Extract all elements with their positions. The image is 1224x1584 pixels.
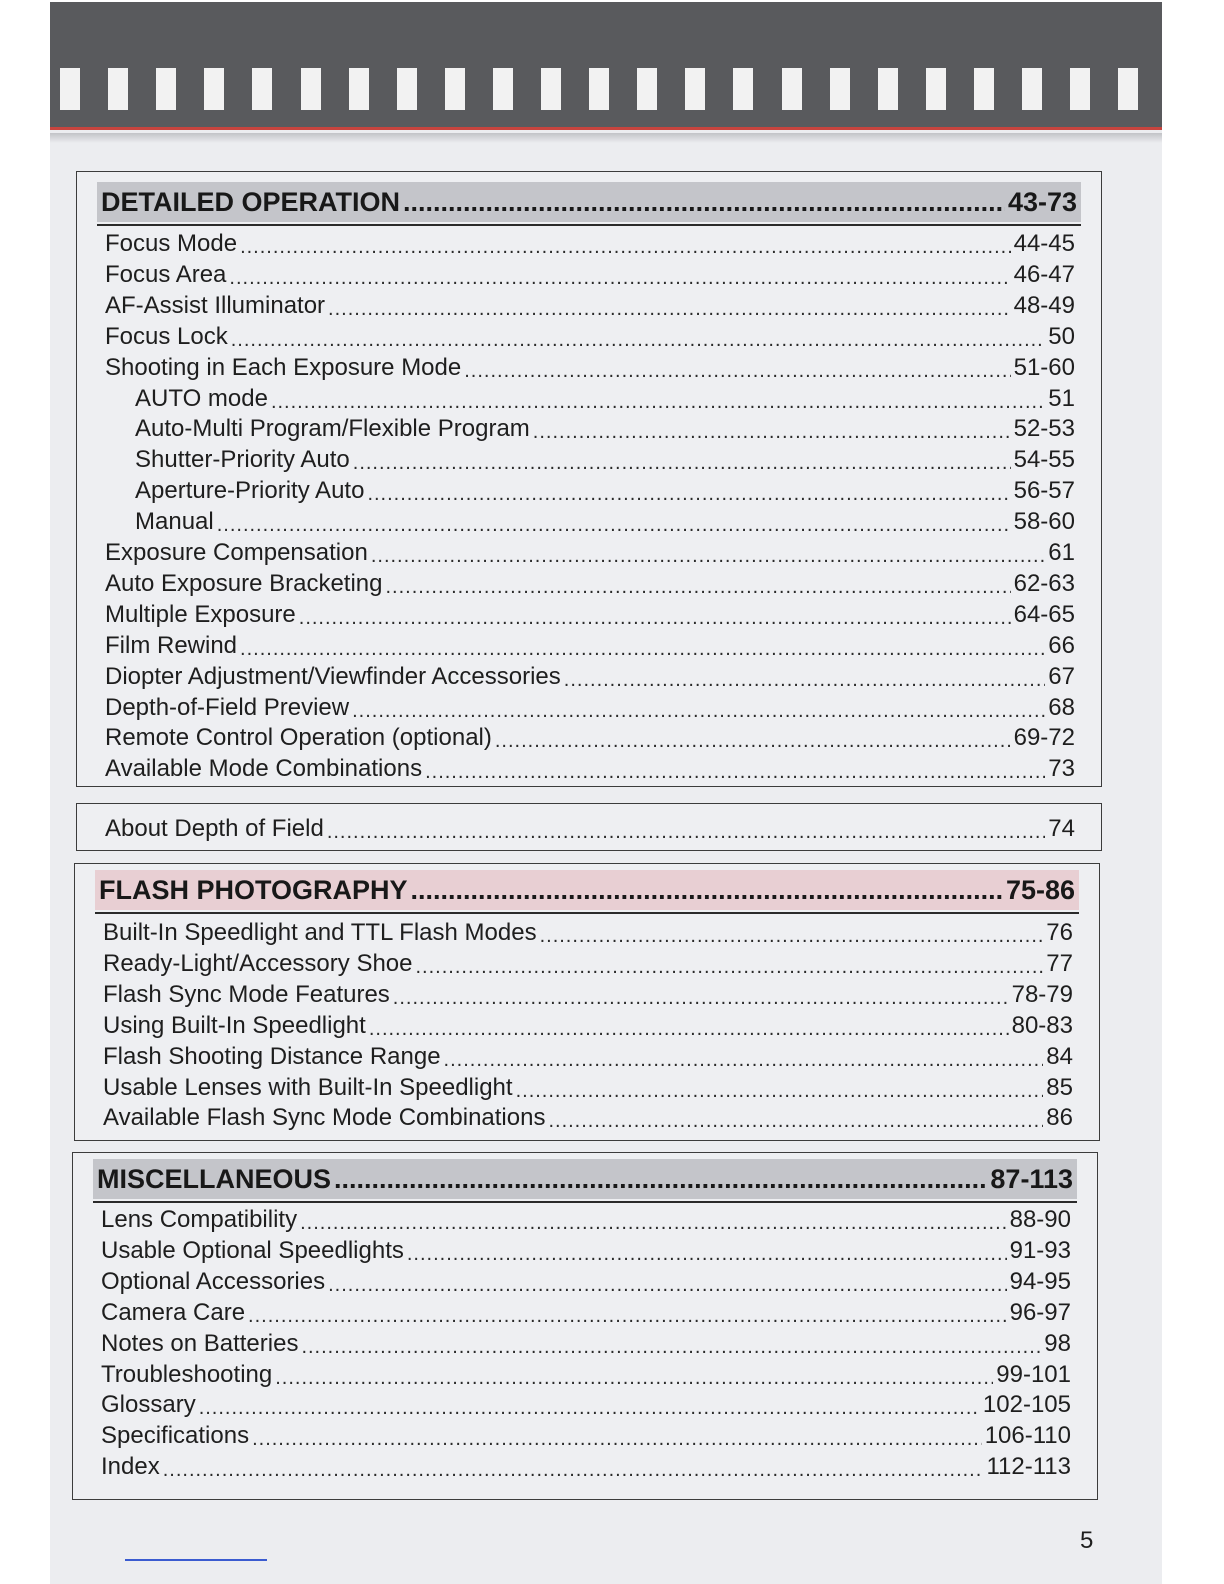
toc-entry[interactable] — [101, 1358, 1071, 1389]
entry-pages: 78-79 — [1011, 980, 1073, 1008]
toc-entry[interactable] — [105, 536, 1075, 567]
toc-entry[interactable] — [135, 474, 1075, 505]
leader-dots — [516, 1080, 1044, 1102]
leader-dots — [240, 638, 1045, 660]
toc-entry[interactable] — [103, 947, 1073, 978]
perforation-hole — [60, 68, 80, 110]
section-pages: 75-86 — [1005, 874, 1075, 905]
entry-label: Using Built-In Speedlight — [103, 1011, 366, 1039]
leader-dots — [425, 761, 1045, 783]
entry-pages: 99-101 — [996, 1360, 1071, 1388]
entry-label: Lens Compatibility — [101, 1206, 298, 1233]
leader-dots — [299, 607, 1011, 629]
toc-entry[interactable] — [103, 978, 1073, 1009]
perforation-hole — [830, 68, 850, 110]
leader-dots — [252, 1428, 982, 1450]
entry-pages: 77 — [1046, 949, 1073, 977]
perforation-hole — [637, 68, 657, 110]
entry-label: Ready-Light/Accessory Shoe — [103, 949, 413, 977]
toc-entry[interactable] — [101, 1450, 1071, 1481]
miscellaneous-box — [72, 1152, 1098, 1500]
leader-dots — [407, 1243, 1007, 1265]
leader-dots — [416, 956, 1044, 978]
filmstrip-header — [50, 2, 1162, 130]
entry-pages: 54-55 — [1013, 446, 1075, 474]
entry-pages: 73 — [1048, 755, 1075, 783]
entry-label: Usable Optional Speedlights — [101, 1236, 404, 1264]
header-shadow — [50, 133, 1162, 143]
blue-underline-mark — [125, 1559, 267, 1561]
perforation-hole — [1022, 68, 1042, 110]
leader-dots — [386, 576, 1011, 598]
detailed-operation-box — [76, 171, 1102, 787]
toc-entry[interactable] — [105, 227, 1075, 258]
perforation-hole — [252, 68, 272, 110]
leader-dots — [163, 1459, 984, 1481]
toc-entry[interactable] — [135, 412, 1075, 443]
filmstrip-perforations — [60, 68, 1160, 110]
leader-dots — [403, 187, 1005, 218]
entry-pages: 64-65 — [1013, 600, 1075, 628]
entry-pages: 96-97 — [1009, 1298, 1071, 1326]
entry-label: Manual — [135, 508, 214, 536]
toc-entry[interactable] — [105, 289, 1075, 320]
leader-dots — [369, 1018, 1009, 1040]
entry-pages: 112-113 — [986, 1453, 1071, 1481]
perforation-hole — [733, 68, 753, 110]
perforation-hole — [1070, 68, 1090, 110]
entry-label: Available Mode Combinations — [105, 755, 423, 783]
toc-entry[interactable] — [105, 752, 1075, 783]
leader-dots — [231, 329, 1046, 351]
entry-label: Shutter-Priority Auto — [135, 446, 350, 474]
entry-pages: 91-93 — [1009, 1236, 1071, 1264]
section-pages: 43-73 — [1007, 186, 1077, 217]
perforation-hole — [349, 68, 369, 110]
manual-page — [50, 2, 1162, 1584]
entry-pages: 68 — [1048, 693, 1075, 721]
toc-entry[interactable] — [105, 629, 1075, 660]
entry-pages: 85 — [1046, 1073, 1073, 1101]
section-title: DETAILED OPERATION — [101, 186, 401, 217]
entry-pages: 84 — [1046, 1042, 1073, 1070]
perforation-hole — [204, 68, 224, 110]
entry-label: Focus Mode — [105, 230, 238, 257]
leader-dots — [393, 987, 1009, 1009]
entry-pages: 48-49 — [1013, 291, 1075, 319]
toc-entry[interactable] — [135, 382, 1075, 413]
toc-entry[interactable] — [101, 1234, 1071, 1265]
entry-label: Focus Area — [105, 260, 227, 288]
leader-dots — [328, 298, 1011, 320]
entry-pages: 67 — [1048, 662, 1075, 690]
toc-entry[interactable] — [105, 320, 1075, 351]
leader-dots — [367, 483, 1010, 505]
leader-dots — [301, 1336, 1041, 1358]
miscellaneous-heading — [93, 1159, 1077, 1199]
toc-entry[interactable] — [105, 567, 1075, 598]
entry-label: Glossary — [101, 1391, 196, 1419]
entry-label: Auto-Multi Program/Flexible Program — [135, 415, 530, 443]
perforation-hole — [589, 68, 609, 110]
entry-label: Usable Lenses with Built-In Speedlight — [103, 1073, 513, 1101]
toc-entry[interactable] — [105, 660, 1075, 691]
leader-dots — [353, 452, 1011, 474]
detailed-operation-heading — [97, 182, 1081, 222]
toc-entry[interactable] — [101, 1327, 1071, 1358]
toc-entry[interactable] — [105, 351, 1075, 382]
leader-dots — [352, 700, 1045, 722]
leader-dots — [327, 821, 1045, 843]
entry-label: Built-In Speedlight and TTL Flash Modes — [103, 919, 537, 946]
toc-entry[interactable] — [105, 721, 1075, 752]
entry-pages: 52-53 — [1013, 415, 1075, 443]
entry-pages: 102-105 — [982, 1391, 1071, 1419]
leader-dots — [199, 1397, 980, 1419]
toc-entry[interactable] — [101, 1388, 1071, 1419]
entry-pages: 69-72 — [1013, 724, 1075, 752]
entry-pages: 94-95 — [1009, 1267, 1071, 1295]
entry-label: AF-Assist Illuminator — [105, 291, 326, 319]
section-title: FLASH PHOTOGRAPHY — [99, 874, 408, 905]
perforation-hole — [685, 68, 705, 110]
flash-photography-heading — [95, 870, 1079, 910]
toc-entry[interactable] — [103, 1071, 1073, 1102]
entry-pages: 66 — [1048, 631, 1075, 659]
entry-label: Exposure Compensation — [105, 539, 368, 566]
entry-pages: 44-45 — [1013, 230, 1075, 257]
perforation-hole — [397, 68, 417, 110]
heading-rule — [95, 912, 1079, 914]
entry-label: Flash Shooting Distance Range — [103, 1042, 441, 1070]
leader-dots — [217, 514, 1011, 536]
entry-label: AUTO mode — [135, 384, 268, 412]
leader-dots — [248, 1305, 1007, 1327]
entry-label: Flash Sync Mode Features — [103, 980, 390, 1008]
leader-dots — [240, 236, 1011, 258]
entry-pages: 51 — [1048, 384, 1075, 412]
leader-dots — [300, 1212, 1007, 1234]
perforation-hole — [156, 68, 176, 110]
toc-entry[interactable] — [135, 443, 1075, 474]
section-pages: 87-113 — [990, 1163, 1073, 1194]
entry-label: Index — [101, 1453, 160, 1481]
toc-entry[interactable] — [103, 1040, 1073, 1071]
entry-pages: 46-47 — [1013, 260, 1075, 288]
entry-label: Diopter Adjustment/Viewfinder Accessories — [105, 662, 561, 690]
leader-dots — [540, 925, 1044, 947]
entry-label: Troubleshooting — [101, 1360, 273, 1388]
entry-label: Notes on Batteries — [101, 1329, 299, 1357]
entry-label: Camera Care — [101, 1298, 246, 1326]
perforation-hole — [541, 68, 561, 110]
entry-pages: 62-63 — [1013, 569, 1075, 597]
header-red-line — [50, 127, 1162, 130]
entry-label: Available Flash Sync Mode Combinations — [103, 1104, 546, 1132]
heading-rule — [97, 224, 1081, 226]
leader-dots — [495, 730, 1011, 752]
about-depth-of-field-box — [76, 803, 1102, 851]
entry-pages: 58-60 — [1013, 508, 1075, 536]
toc-entry[interactable] — [101, 1296, 1071, 1327]
entry-pages: 88-90 — [1009, 1206, 1071, 1233]
toc-entry[interactable] — [101, 1419, 1071, 1450]
entry-label: About Depth of Field — [105, 815, 324, 842]
leader-dots — [275, 1367, 993, 1389]
section-title: MISCELLANEOUS — [97, 1163, 332, 1194]
leader-dots — [464, 360, 1010, 382]
flash-photography-box — [74, 863, 1100, 1141]
entry-pages: 86 — [1046, 1104, 1073, 1132]
perforation-hole — [1118, 68, 1138, 110]
toc-entry[interactable] — [103, 1101, 1073, 1132]
leader-dots — [229, 267, 1010, 289]
entry-pages: 76 — [1046, 919, 1073, 946]
toc-entry[interactable] — [103, 1009, 1073, 1040]
entry-pages: 106-110 — [984, 1422, 1071, 1450]
perforation-hole — [493, 68, 513, 110]
perforation-hole — [445, 68, 465, 110]
page-number: 5 — [1080, 1527, 1094, 1554]
entry-pages: 61 — [1048, 539, 1075, 566]
entry-label: Aperture-Priority Auto — [135, 477, 365, 505]
entry-label: Specifications — [101, 1422, 250, 1450]
entry-label: Auto Exposure Bracketing — [105, 569, 383, 597]
toc-entry[interactable] — [135, 505, 1075, 536]
entry-pages: 98 — [1044, 1329, 1071, 1357]
leader-dots — [548, 1110, 1043, 1132]
toc-entry[interactable] — [103, 916, 1073, 947]
perforation-hole — [926, 68, 946, 110]
leader-dots — [564, 669, 1046, 691]
entry-label: Optional Accessories — [101, 1267, 326, 1295]
perforation-hole — [974, 68, 994, 110]
toc-entry[interactable] — [105, 258, 1075, 289]
entry-pages: 50 — [1048, 322, 1075, 350]
perforation-hole — [878, 68, 898, 110]
entry-pages: 51-60 — [1013, 353, 1075, 381]
leader-dots — [371, 545, 1045, 567]
entry-label: Depth-of-Field Preview — [105, 693, 350, 721]
entry-pages: 56-57 — [1013, 477, 1075, 505]
perforation-hole — [108, 68, 128, 110]
toc-entry-about-depth-of-field[interactable] — [105, 812, 1075, 843]
entry-label: Focus Lock — [105, 322, 228, 350]
leader-dots — [334, 1164, 987, 1195]
perforation-hole — [301, 68, 321, 110]
toc-entry[interactable] — [105, 691, 1075, 722]
entry-label: Remote Control Operation (optional) — [105, 724, 492, 752]
toc-entry[interactable] — [101, 1203, 1071, 1234]
toc-entry[interactable] — [105, 598, 1075, 629]
toc-entry[interactable] — [101, 1265, 1071, 1296]
leader-dots — [328, 1274, 1007, 1296]
leader-dots — [411, 875, 1003, 906]
entry-label: Film Rewind — [105, 631, 238, 659]
entry-pages: 74 — [1048, 815, 1075, 842]
perforation-hole — [782, 68, 802, 110]
leader-dots — [271, 391, 1045, 413]
leader-dots — [533, 421, 1011, 443]
entry-label: Multiple Exposure — [105, 600, 296, 628]
entry-label: Shooting in Each Exposure Mode — [105, 353, 462, 381]
leader-dots — [444, 1049, 1044, 1071]
entry-pages: 80-83 — [1011, 1011, 1073, 1039]
